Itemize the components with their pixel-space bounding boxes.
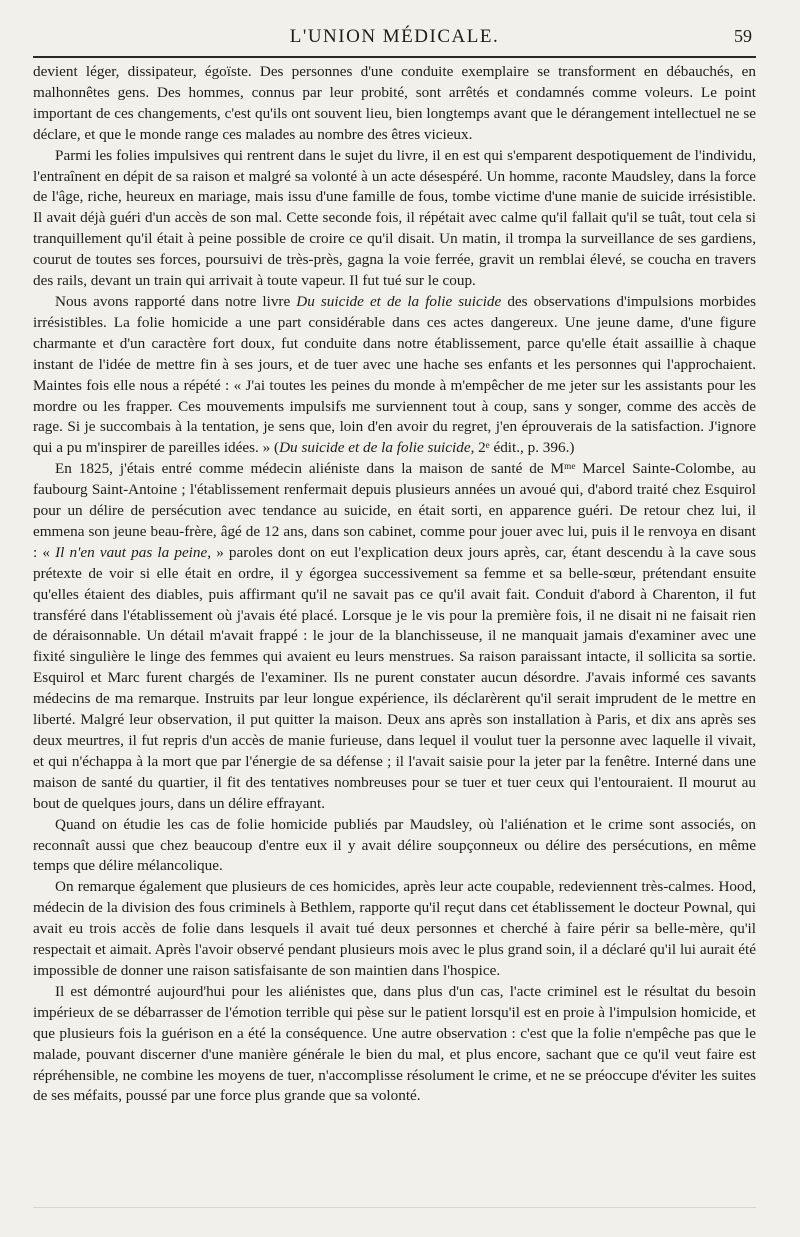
quoted-remark-italic: Il n'en vaut pas la peine, xyxy=(55,543,212,561)
paragraph-4 xyxy=(33,459,756,814)
paragraph-3-text-b: des observations d'impulsions morbides irrésistibles. La folie homicide a une part considérable dans ces actes dangereux. Une jeune dame, d'une figure charmante et d'un caractère fort doux, fut conduite dans notre établissement, parce qu'elle était assaillie à chaque instant de l'idée de mettre fin à ses jours, et de tuer avec une hache ses enfants et les personnes qui l'approchaient. Maintes fois elle nous a répété : « J'ai toutes les peines du monde à m'empêcher de me jeter sur les assistants pour les mordre ou les frapper. Ces mouvements impulsifs me surviennent tout à coup, sans y songer, comme des accès de rage. Si je succombais à la tentation, je sens que, loin d'en avoir du regret, j'en éprouverais de la satisfaction. J'ignore qui a pu m'inspirer de pareilles idées. » ( xyxy=(33,292,756,457)
paragraph-2: Parmi les folies impulsives qui rentrent dans le sujet du livre, il en est qui s'emparent despotiquement de l'individu, l'entraînent en dépit de sa raison et malgré sa volonté à un acte désespéré. Un homme, raconte Maudsley, dans la force de l'âge, riche, heureux en mariage, mais issu d'une famille de fous, tombe victime d'une manie de suicide irrésistible. Il avait déjà guéri d'un accès de son mal. Cette seconde fois, il répétait avec calme qu'il fallait qu'il se tuât, tout cela si tranquillement qu'il était à peine possible de croire ce qu'il disait. Un matin, il trompa la surveillance de ses gardiens, courut de toutes ses forces, poursuivi de très-près, gagna la voie ferrée, gravit un remblai élevé, se coucha en travers des rails, devant un train qui arrivait à toute vapeur. Il fut tué sur le coup. xyxy=(33,146,756,290)
paragraph-1: devient léger, dissipateur, égoïste. Des personnes d'une conduite exemplaire se transforment en débauchés, en malhonnêtes gens. Des hommes, connus par leur probité, sont arrêtés et condamnés comme voleurs. Le point important de ces changements, c'est qu'ils ont souvent lieu, bien longtemps avant que le dérangement intellectuel ne se déclare, et que le monde range ces malades au nombre des êtres vicieux. xyxy=(33,63,756,143)
running-head xyxy=(33,22,756,58)
journal-title: L'UNION MÉDICALE. xyxy=(289,26,500,47)
paragraph-6: On remarque également que plusieurs de ces homicides, après leur acte coupable, redeviennent très-calmes. Hood, médecin de la division des fous criminels à Bethlem, rapporte qu'il reçut dans cet établissement le docteur Pownal, qui avait eu trois accès de folie dans lesquels il avait tué deux personnes et cherché à faire périr sa belle-mère, qu'il respectait et aimait. Après l'avoir observé pendant plusieurs mois avec le plus grand soin, il a déclaré qu'il lui aurait été impossible de donner une raison satisfaisante de son maintien dans l'hospice. xyxy=(33,878,756,979)
book-title-italic: Du suicide et de la folie suicide xyxy=(296,292,502,310)
paragraph-5: Quand on étudie les cas de folie homicide publiés par Maudsley, où l'aliénation et le crime sont associés, on reconnaît aussi que chez beaucoup d'entre eux il y avait délire soupçonneux ou délire des persécutions, en même temps que délire mélancolique. xyxy=(33,815,756,875)
paragraph-3 xyxy=(33,292,756,459)
article-body xyxy=(33,62,756,1107)
book-citation-italic: Du suicide et de la folie suicide, xyxy=(279,439,475,457)
page-fold-line xyxy=(33,1207,756,1208)
paragraph-4-text-b: » paroles dont on eut l'explication deux jours après, car, étant descendu à la cave sous prétexte de voir si elle était en ordre, il y égorgea successivement sa femme et sa belle-sœur, prétendant ensuite qu'elles étaient des diables, puis affirmant qu'il ne savait pas ce qu'il avait fait. Conduit d'abord à Charenton, il fut transféré dans l'établissement où j'avais été placé. Lorsque je le vis pour la première fois, il ne disait ni ne faisait rien de déraisonnable. Un détail m'avait frappé : le jour de la blanchisseuse, il ne manquait jamais d'examiner avec une fixité singulière le linge des femmes qui avaient eu leurs menstrues. Sa raison paraissant intacte, il sollicita sa sortie. Esquirol et Marc furent chargés de l'examiner. Ils ne purent constater aucun désordre. J'avais informé ces savants médecins de ma remarque. Instruits par leur longue expérience, ils déclarèrent qu'il serait imprudent de le mettre en liberté. Malgré leur observation, il put quitter la maison. Deux ans après son installation à Paris, et dix ans après ses deux meurtres, il fut repris d'un accès de manie furieuse, dans lequel il voulut tuer la personne avec laquelle il vivait, et qui n'échappa à la mort que par l'énergie de sa défense ; il l'avait saisie pour la jeter par la fenêtre. Interné dans une maison de santé du quartier, il fit des tentatives nombreuses pour se tuer et tuer ceux qui l'entouraient. Il mourut au bout de quelques jours, dans un délire effrayant. xyxy=(33,543,757,812)
paragraph-7: Il est démontré aujourd'hui pour les aliénistes que, dans plus d'un cas, l'acte criminel est le résultat du besoin impérieux de se débarrasser de l'émotion terrible qui pèse sur le patient lorsqu'il est en proie à l'impulsion homicide, et que plusieurs fois la guérison en a été la conséquence. Une autre observation : c'est que la folie n'empêche pas que le malade, pouvant discerner d'une manière générale le bien du mal, et plus encore, sachant que ce qu'il veut faire est répréhensible, ne combine les moyens de tuer, n'accomplisse résolument le crime, et ne se préoccupe d'éviter les suites de ses méfaits, poussé par une force plus grande que sa volonté. xyxy=(33,982,756,1105)
page-number: 59 xyxy=(734,26,752,46)
paragraph-3-text-c: 2ᵉ édit., p. 396.) xyxy=(474,439,575,457)
paragraph-3-text-a: Nous avons rapporté dans notre livre xyxy=(55,292,297,310)
paragraph-4-text-a: En 1825, j'étais entré comme médecin aliéniste dans la maison de santé de Mᵐᵉ Marcel Sainte-Colombe, au faubourg Saint-Antoine ; l'établissement renfermait depuis plusieurs années un avoué qui, d'abord traité chez Esquirol pour un délire de persécution avec tendance au suicide, en était sorti, en apparence guéri. De retour chez lui, il emmena son jeune beau-frère, âgé de 12 ans, dans son cabinet, comme pour jouer avec lui, puis il le renvoya en disant : « xyxy=(33,460,756,561)
